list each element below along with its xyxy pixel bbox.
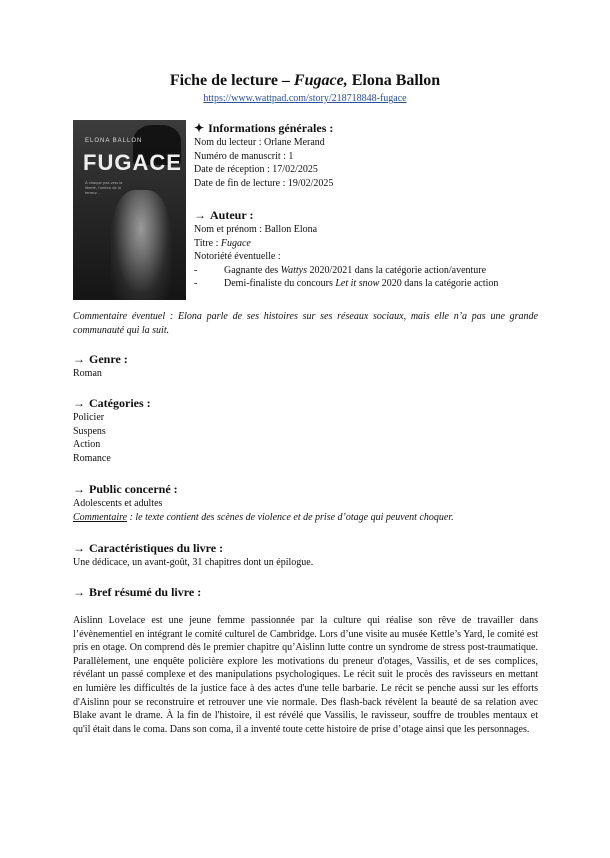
resume-paragraph: Aislinn Lovelace est une jeune femme passionnée par la culture qui réalise son rêve de travailler dans l’évènementiel en intégrant le comité culturel de Cambridge. Lors d’une visite au musée Kettle’s Yard, le comité est pris en otage. On comprend dès le premier chapitre qu’Aislinn lutte contre un syndrome de stress post-traumatique. Parallèlement, une enquête policière explore les motivations du preneur d'otages, Vassilis, et de ses complices, révélant un passé complexe et des manipulations psychologiques. Le récit suit le procès des ravisseurs en mettant en lumière les difficultés de la justice face à des actes d'une telle barbarie. Le récit se penche aussi sur les efforts d'Aislinn pour se reconstruire et retrouver une vie normale. Des flash-back révèlent la beauté de sa relation avec Blake avant le drame. À la fin de l'histoire, il est révélé que Vassilis, le ravisseur, souffre de troubles mentaux et qu'il était dans le coma. Dans son coma, il a inventé toute cette histoire de prise d’otage ainsi que les personnages. <box>73 615 538 735</box>
list-item: Romance <box>73 452 111 464</box>
cover-tagline: À chaque pas vers la liberté, l'ombre de la terreur... <box>85 180 123 195</box>
comment-text: Elona parle de ses histoires sur ses réseaux sociaux, mais elle n’a pas une grande communauté qui la suit. <box>73 311 538 336</box>
section-categories <box>73 396 151 465</box>
lecteur-line: Nom du lecteur : Orlane Merand <box>194 137 325 148</box>
item-text: 2020/2021 dans la catégorie action/aventure <box>306 264 487 276</box>
dash-bullet: - <box>194 264 198 276</box>
item-emphasis: Wattys <box>280 264 307 276</box>
item-text: 2020 dans la catégorie action <box>379 278 499 289</box>
list-item: Policier <box>73 412 105 423</box>
heading-text: Caractéristiques du livre : <box>89 541 224 555</box>
section-heading <box>73 482 454 497</box>
item-emphasis: Let it snow <box>335 278 380 289</box>
list-item: Action <box>73 439 101 450</box>
section-caracteristiques <box>73 541 313 570</box>
genre-value: Roman <box>73 368 102 379</box>
heading-text: Auteur : <box>210 208 254 222</box>
public-comment <box>73 511 454 525</box>
nom-line: Nom et prénom : Ballon Elona <box>194 224 318 235</box>
heading-text: Catégories : <box>89 396 151 410</box>
section-public <box>73 482 454 524</box>
item-text: Demi-finaliste du concours <box>224 278 336 289</box>
arrow-right-icon: → <box>73 585 85 599</box>
comment-text: : le texte contient des scènes de violence et de prise d’otage qui peuvent choquer. <box>127 511 454 523</box>
section-genre <box>73 352 128 381</box>
section-resume-heading <box>73 585 201 600</box>
section-heading <box>194 121 333 136</box>
section-heading <box>194 208 498 223</box>
wattpad-link[interactable]: https://www.wattpad.com/story/218718848-fugace <box>203 93 407 104</box>
section-heading <box>73 396 151 411</box>
public-value: Adolescents et adultes <box>73 498 163 509</box>
book-cover-image <box>73 120 186 300</box>
heading-text: Public concerné : <box>89 482 178 496</box>
list-item <box>194 264 498 278</box>
titre-value: Fugace <box>220 237 251 249</box>
heading-text: Genre : <box>89 352 128 366</box>
item-text: Gagnante des <box>224 264 281 276</box>
section-heading <box>73 541 313 556</box>
page-title <box>0 72 610 90</box>
cover-portrait-shape <box>111 190 171 300</box>
cover-title: FUGACE <box>83 150 182 175</box>
arrow-right-icon: → <box>73 396 85 410</box>
arrow-right-icon: → <box>73 482 85 496</box>
manuscrit-line: Numéro de manuscrit : 1 <box>194 150 294 162</box>
section-heading <box>73 352 128 367</box>
list-item: Suspens <box>73 425 106 437</box>
comment-label: Commentaire éventuel : <box>73 311 179 322</box>
title-book: Fugace, <box>293 72 348 89</box>
titre-label: Titre : <box>194 237 221 249</box>
arrow-right-icon: → <box>73 541 85 555</box>
commentaire-eventuel <box>73 310 538 337</box>
heading-text: Bref résumé du livre : <box>89 585 202 599</box>
comment-label: Commentaire <box>73 511 128 523</box>
section-informations <box>194 121 333 190</box>
dash-bullet: - <box>194 278 198 289</box>
caracteristiques-value: Une dédicace, un avant-goût, 31 chapitres dont un épilogue. <box>73 557 314 568</box>
notoriete-line: Notoriété éventuelle : <box>194 251 281 262</box>
arrow-right-icon: → <box>73 352 85 366</box>
section-auteur <box>194 208 498 291</box>
section-heading <box>73 585 201 600</box>
titre-line <box>194 237 498 251</box>
cover-author: ELONA BALLON <box>85 138 143 144</box>
arrow-right-icon: → <box>194 208 206 222</box>
title-author: Elona Ballon <box>347 72 441 89</box>
star-icon: ✦ <box>194 121 205 135</box>
heading-text: Informations générales : <box>208 121 334 135</box>
fin-line: Date de fin de lecture : 19/02/2025 <box>194 177 334 189</box>
list-item <box>194 277 498 291</box>
title-prefix: Fiche de lecture – <box>169 72 294 89</box>
reception-line: Date de réception : 17/02/2025 <box>194 164 318 175</box>
